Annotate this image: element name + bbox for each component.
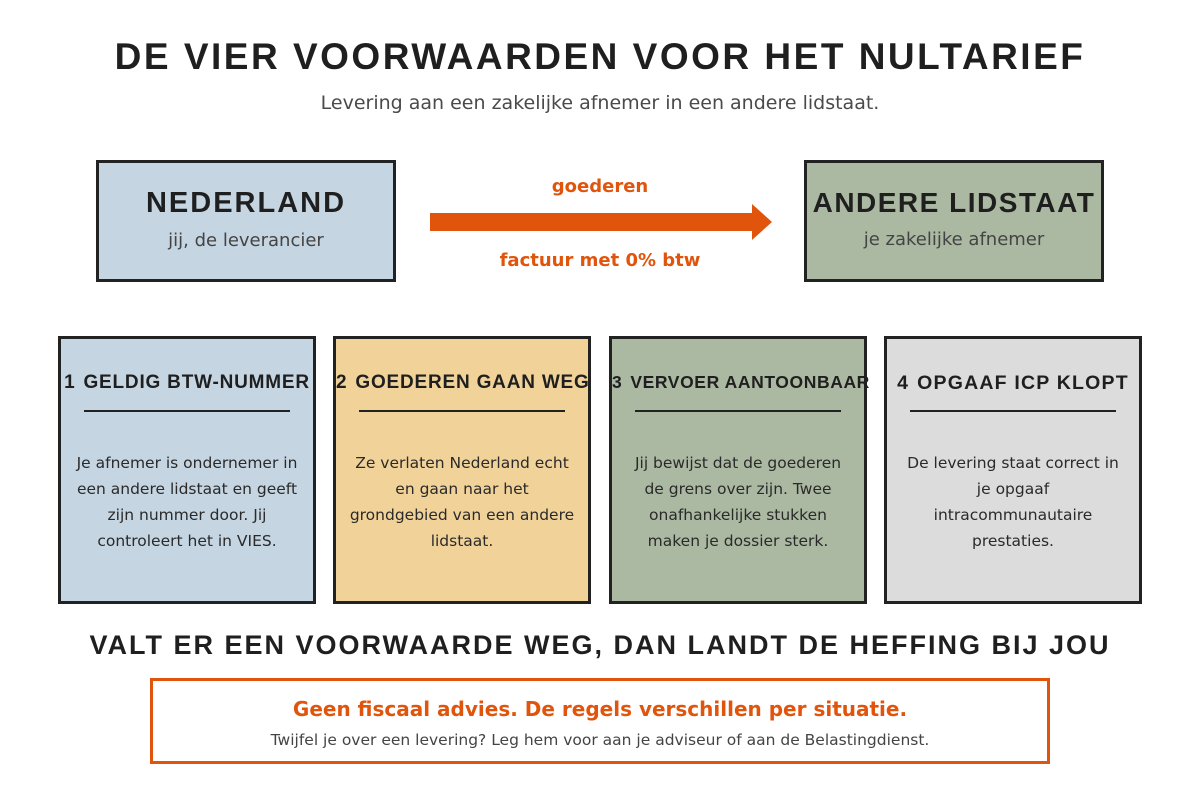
condition-divider — [84, 410, 290, 412]
condition-heading — [61, 372, 313, 396]
condition-card-2 — [333, 336, 591, 604]
condition-description: Ze verlaten Nederland echt en gaan naar het grondgebied van een andere lidstaat. — [349, 454, 575, 550]
condition-card-4 — [884, 336, 1142, 604]
country-role: je zakelijke afnemer — [863, 229, 1045, 250]
condition-heading — [887, 372, 1139, 396]
condition-description: De levering staat correct in je opgaaf intracommunautaire prestaties. — [907, 454, 1119, 550]
flow-label-goods: goederen — [551, 176, 649, 197]
condition-divider — [910, 410, 1116, 412]
condition-title: GOEDEREN GAAN WEG — [355, 372, 590, 393]
country-name: NEDERLAND — [145, 187, 347, 219]
flow-label-invoice: factuur met 0% btw — [499, 250, 701, 271]
page-title: DE VIER VOORWAARDEN VOOR HET NULTARIEF — [114, 36, 1086, 77]
disclaimer-box — [150, 678, 1050, 764]
page-subtitle: Levering aan een zakelijke afnemer in een andere lidstaat. — [320, 92, 880, 114]
condition-title: OPGAAF ICP KLOPT — [917, 372, 1129, 394]
condition-number: 1 — [64, 372, 76, 393]
condition-description: Je afnemer is ondernemer in een andere lidstaat en geeft zijn nummer door. Jij controleert het in VIES. — [76, 454, 298, 550]
disclaimer-text: Twijfel je over een levering? Leg hem voor aan je adviseur of aan de Belastingdienst. — [270, 731, 930, 749]
warning-heading: VALT ER EEN VOORWAARDE WEG, DAN LANDT DE HEFFING BIJ JOU — [89, 630, 1111, 660]
condition-card-1 — [58, 336, 316, 604]
condition-title: GELDIG BTW-NUMMER — [83, 372, 310, 393]
arrow-right-icon — [430, 204, 772, 240]
disclaimer-heading: Geen fiscaal advies. De regels verschillen per situatie. — [292, 697, 908, 721]
condition-divider — [359, 410, 565, 412]
condition-divider — [635, 410, 841, 412]
arrow-shape — [430, 204, 772, 240]
condition-card-3 — [609, 336, 870, 604]
condition-number: 4 — [897, 372, 910, 394]
country-name: ANDERE LIDSTAAT — [812, 187, 1096, 218]
condition-number: 2 — [336, 372, 348, 393]
country-box-nederland — [96, 160, 396, 282]
condition-number: 3 — [612, 372, 623, 392]
country-box-andere-lidstaat — [804, 160, 1104, 282]
condition-description: Jij bewijst dat de goederen de grens over zijn. Twee onafhankelijke stukken maken je dossier sterk. — [634, 454, 842, 550]
condition-title: VERVOER AANTOONBAAR — [630, 372, 870, 392]
condition-heading — [612, 372, 870, 396]
country-role: jij, de leverancier — [168, 230, 324, 251]
condition-heading — [336, 372, 588, 396]
